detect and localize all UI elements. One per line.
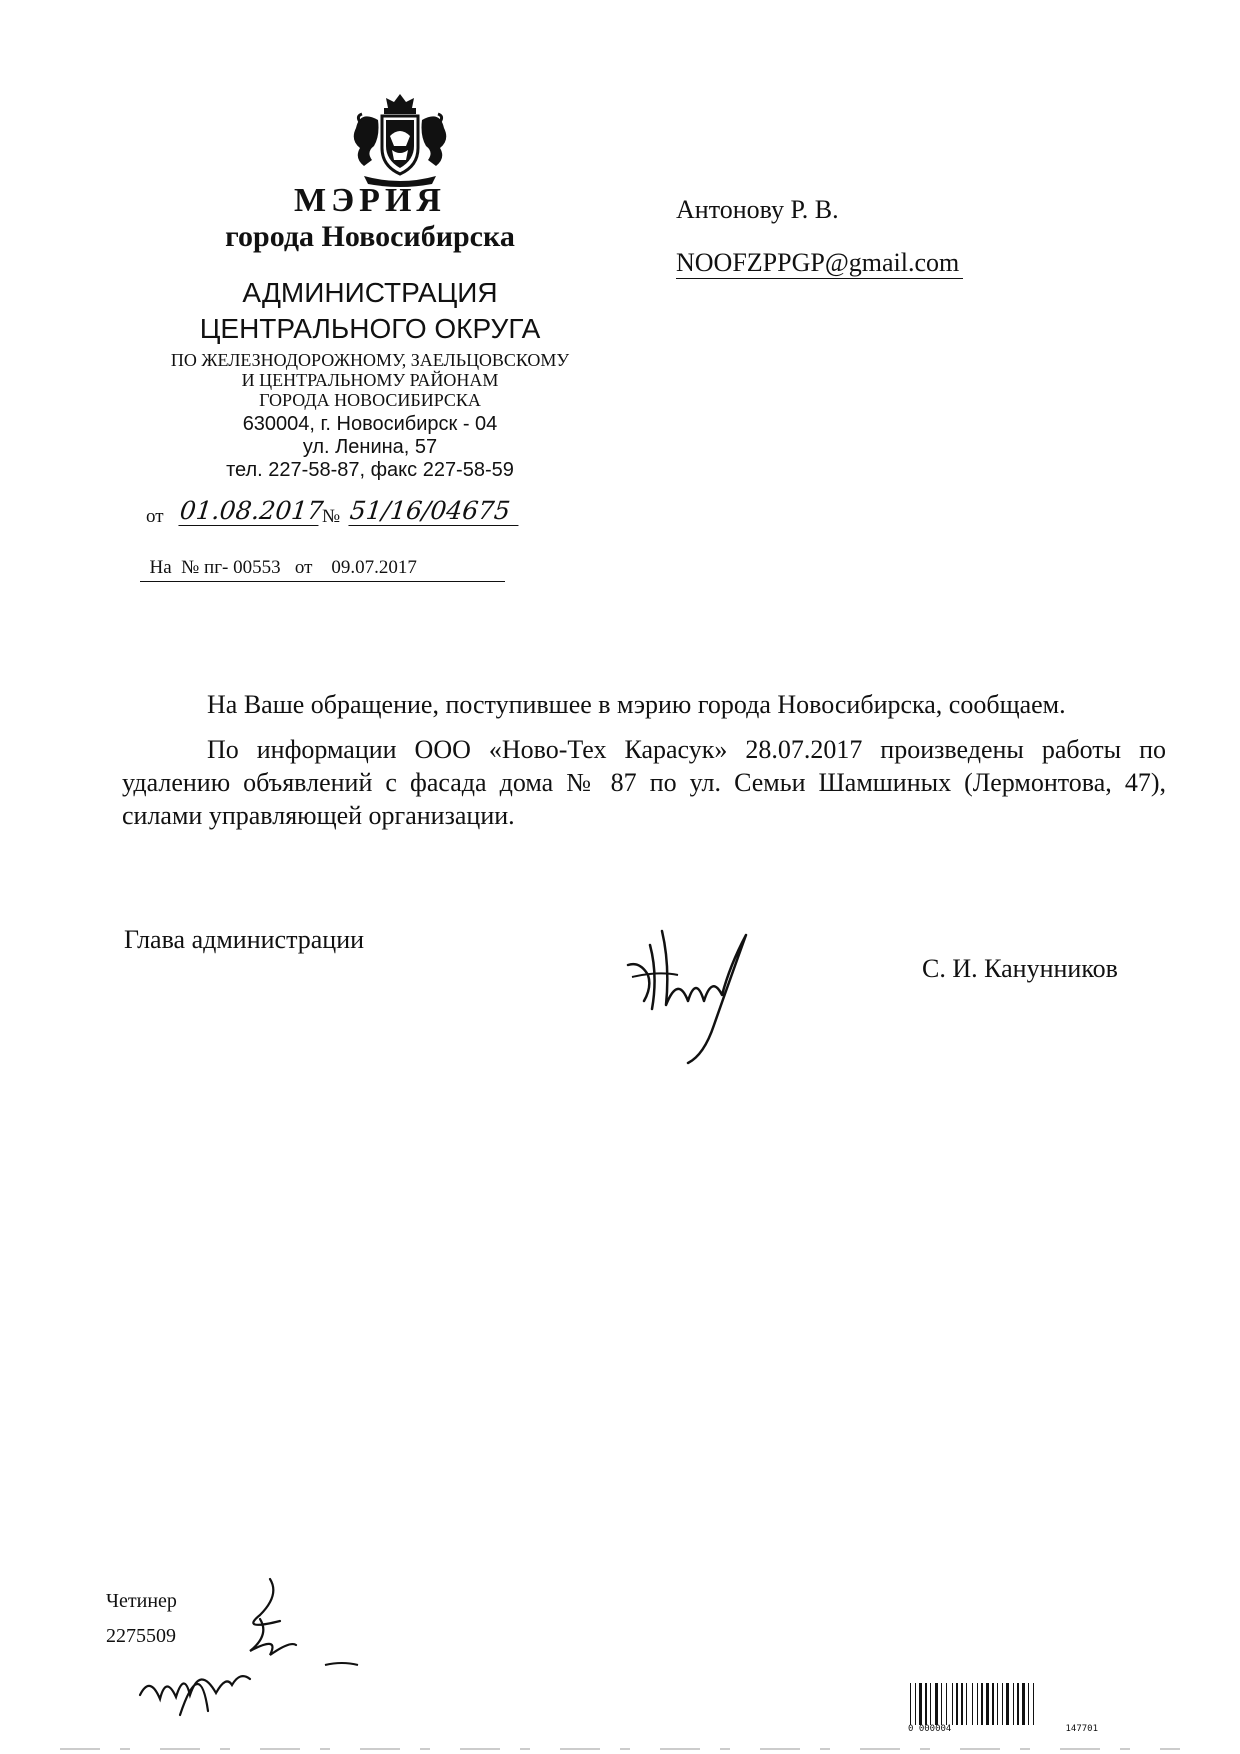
barcode-bar	[1002, 1683, 1003, 1725]
barcode-bar	[910, 1683, 911, 1725]
barcode-bar	[925, 1683, 927, 1725]
barcode-bar	[919, 1683, 922, 1725]
barcode-bar	[1033, 1683, 1034, 1725]
barcode-bar	[977, 1683, 978, 1725]
signatory-name: С. И. Канунников	[922, 954, 1118, 983]
handwritten-signature	[618, 905, 778, 1070]
barcode-bar	[956, 1683, 958, 1725]
barcode-numbers	[908, 1724, 1098, 1734]
barcode-number-left: 0 000004	[908, 1724, 952, 1734]
ref-number-handwritten: 51/16/04675	[348, 496, 521, 526]
barcode-bar	[1013, 1683, 1014, 1725]
address-line3: тел. 227-58-87, факс 227-58-59	[226, 459, 514, 481]
barcode-bar	[946, 1683, 947, 1725]
incoming-reference: На № пг- 00553 от 09.07.2017	[140, 557, 505, 582]
coat-of-arms-icon	[320, 90, 480, 190]
barcode-bar	[930, 1683, 931, 1725]
barcode-number-right: 147701	[1065, 1724, 1098, 1734]
barcode-bar	[1017, 1683, 1019, 1725]
barcode-bar	[1022, 1683, 1025, 1725]
org-city: города Новосибирска	[225, 220, 515, 253]
barcode-bar	[935, 1683, 938, 1725]
ref-date-handwritten: 01.08.2017	[178, 496, 325, 525]
districts-line2: И ЦЕНТРАЛЬНОМУ РАЙОНАМ	[241, 370, 499, 390]
recipient-name: Антонову Р. В.	[676, 195, 839, 224]
ref-number-label: №	[322, 506, 341, 527]
barcode-bar	[1028, 1683, 1029, 1725]
signatory-role: Глава администрации	[124, 925, 365, 954]
scan-edge-line	[60, 1748, 1180, 1750]
letter-body	[122, 688, 1166, 844]
barcode-bar	[952, 1683, 953, 1725]
ref-from-label: от	[146, 506, 164, 527]
barcode-bar	[992, 1683, 994, 1725]
address-line2: ул. Ленина, 57	[302, 436, 438, 458]
document-barcode	[908, 1683, 1098, 1725]
body-paragraph: По информации ООО «Ново-Тех Карасук» 28.07.2017 произведены работы по удалению объявлений с фасада дома № 87 по ул. Семьи Шамшиных (Лермонтова, 47), силами управляющей организации.	[122, 735, 1166, 830]
barcode-bar	[972, 1683, 973, 1725]
body-paragraph: На Ваше обращение, поступившее в мэрию города Новосибирска, сообщаем.	[207, 690, 1066, 719]
performer-name: Четинер	[106, 1590, 177, 1612]
performer-phone: 2275509	[106, 1625, 176, 1647]
barcode-bar	[986, 1683, 989, 1725]
admin-name-line1: АДМИНИСТРАЦИЯ	[242, 277, 498, 308]
districts-line3: ГОРОДА НОВОСИБИРСКА	[259, 390, 481, 410]
admin-name-line2: ЦЕНТРАЛЬНОГО ОКРУГА	[199, 313, 541, 344]
address-line1: 630004, г. Новосибирск - 04	[242, 413, 498, 435]
barcode-bar	[961, 1683, 963, 1725]
barcode-bar	[981, 1683, 983, 1725]
barcode-bar	[941, 1683, 942, 1725]
barcode-bar	[1006, 1683, 1009, 1725]
org-title: МЭРИЯ	[294, 182, 446, 219]
performer-initials-handwritten	[120, 1575, 360, 1725]
barcode-bar	[966, 1683, 967, 1725]
recipient-email: NOOFZPPGP@gmail.com	[676, 248, 963, 279]
barcode-bar	[997, 1683, 998, 1725]
districts-line1: ПО ЖЕЛЕЗНОДОРОЖНОМУ, ЗАЕЛЬЦОВСКОМУ	[170, 350, 570, 370]
barcode-bar	[915, 1683, 916, 1725]
